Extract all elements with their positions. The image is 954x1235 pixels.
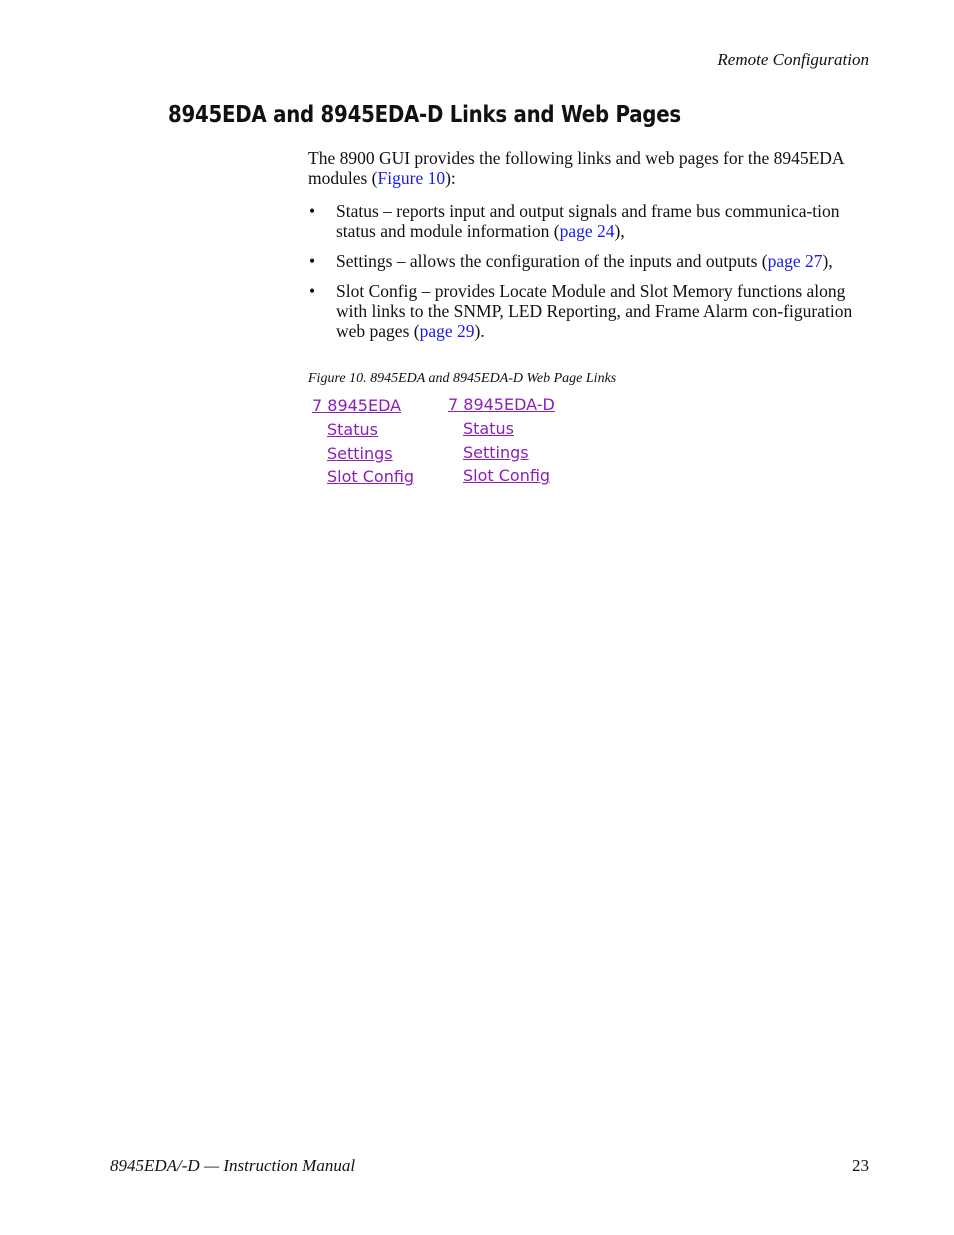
status-link[interactable]: Status [327, 420, 378, 439]
list-item-text: Settings – allows the configuration of the inputs and outputs ( [336, 251, 768, 271]
web-page-links-figure [308, 394, 568, 494]
list-item-status [308, 201, 873, 241]
status-link[interactable]: Status [463, 419, 514, 438]
list-item-text-after: ). [474, 321, 485, 341]
page-29-link[interactable]: page 29 [419, 321, 475, 341]
intro-text-before: The 8900 GUI provides the following links and web pages for the 8945EDA modules ( [308, 148, 844, 188]
intro-paragraph [308, 148, 873, 188]
footer-manual-title: 8945EDA/-D — Instruction Manual [110, 1156, 356, 1175]
list-item-text: Status – reports input and output signals and frame bus communica-tion status and module information ( [336, 201, 840, 241]
list-item-text-after: ), [822, 251, 833, 271]
feature-list [308, 201, 873, 351]
settings-link[interactable]: Settings [463, 442, 529, 462]
module-link-8945eda-d[interactable]: 7 8945EDA-D [448, 395, 555, 414]
slot-config-link[interactable]: Slot Config [463, 466, 551, 485]
figure-10-link[interactable]: Figure 10 [377, 168, 446, 188]
page-24-link[interactable]: page 24 [559, 221, 615, 241]
list-item-slot-config [308, 281, 873, 341]
page-27-link[interactable]: page 27 [767, 251, 823, 271]
figure-caption: Figure 10. 8945EDA and 8945EDA-D Web Page Links [308, 371, 617, 386]
slot-config-link[interactable]: Slot Config [327, 467, 415, 486]
section-title: 8945EDA and 8945EDA-D Links and Web Pages [168, 102, 681, 128]
running-head: Remote Configuration [717, 50, 869, 69]
list-item-text-after: ), [614, 221, 625, 241]
bullet-icon: • [309, 281, 316, 301]
module-link-group-8945eda [312, 394, 414, 489]
module-link-group-8945eda-d [448, 393, 555, 488]
settings-link[interactable]: Settings [327, 443, 393, 463]
bullet-icon: • [309, 251, 316, 271]
footer-page-number: 23 [852, 1156, 869, 1175]
bullet-icon: • [309, 201, 316, 221]
intro-text-after: ): [445, 168, 456, 188]
list-item-text: Slot Config – provides Locate Module and Slot Memory functions along with links to the SNMP, LED Reporting, and Frame Alarm con-figuration web pages ( [336, 281, 853, 341]
list-item-settings [308, 251, 873, 271]
module-link-8945eda[interactable]: 7 8945EDA [312, 396, 402, 415]
